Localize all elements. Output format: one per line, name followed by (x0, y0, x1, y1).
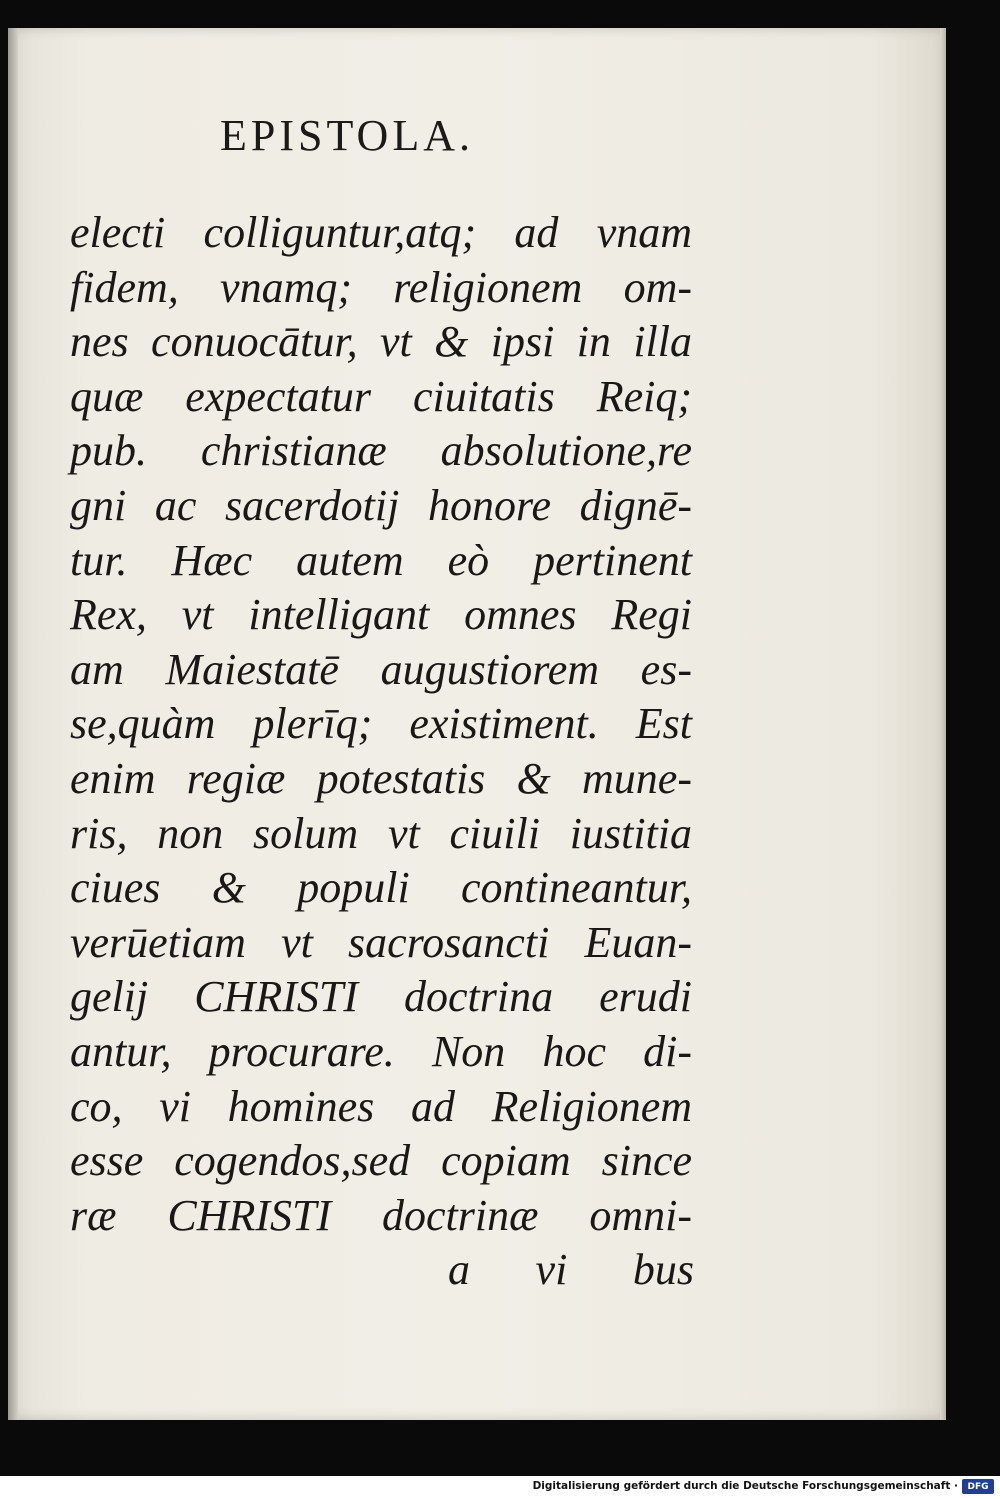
dfg-logo-icon: DFG (962, 1479, 994, 1494)
text-line: esse cogendos,sed copiam since (70, 1136, 692, 1186)
book-page (8, 28, 946, 1420)
text-line: electi colliguntur,atq; ad vnam (70, 208, 692, 257)
text-line: quæ expectatur ciuitatis Reiq; (70, 371, 692, 421)
catchword-part: vi (535, 1245, 568, 1294)
text-line: pub. christianæ absolutione,re (70, 426, 692, 476)
text-line: nes conuocātur, vt & ipsi in illa (70, 317, 692, 367)
text-line: am Maiestatē augustiorem es- (70, 644, 692, 694)
footer-bar (0, 1476, 1000, 1499)
page-gutter-shadow (8, 28, 18, 1420)
text-line: se,quàm plerīq; existiment. Est (70, 699, 692, 749)
page-fore-edge (940, 28, 946, 1420)
digitization-credit: Digitalisierung gefördert durch die Deutsche Forschungsgemeinschaft · (532, 1480, 958, 1492)
text-line: fidem, vnamq; religionem om- (70, 262, 692, 312)
text-line: Rex, vt intelligant omnes Regi (70, 590, 692, 640)
text-line: enim regiæ potestatis & mune- (70, 753, 692, 803)
body-text (70, 206, 692, 1243)
text-line: gni ac sacerdotij honore dignē- (70, 480, 692, 530)
text-line: co, vi homines ad Religionem (70, 1081, 692, 1131)
text-line: tur. Hæc autem eò pertinent (70, 535, 692, 585)
text-line: ræ CHRISTI doctrinæ omni- (70, 1190, 692, 1240)
text-line: ciues & populi contineantur, (70, 863, 692, 913)
catchword-part: bus (632, 1245, 694, 1294)
running-head: EPISTOLA. (220, 111, 474, 160)
catchword-part: a (448, 1245, 470, 1294)
text-line: ris, non solum vt ciuili iustitia (70, 808, 692, 858)
text-line: gelij CHRISTI doctrina erudi (70, 972, 692, 1022)
text-line: verūetiam vt sacrosancti Euan- (70, 917, 692, 967)
catchword (448, 1244, 694, 1295)
text-line: antur, procurare. Non hoc di- (70, 1026, 692, 1076)
